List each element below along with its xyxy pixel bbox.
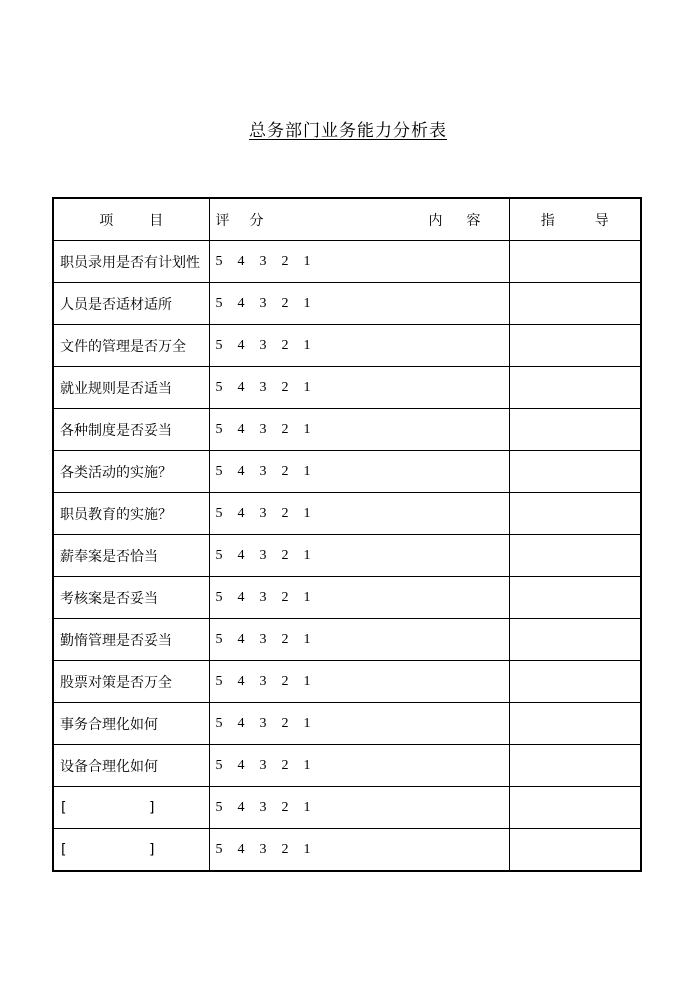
score-value: 5 — [215, 799, 223, 815]
score-value: 4 — [237, 631, 245, 647]
blank-item-label — [53, 787, 209, 829]
score-value: 3 — [259, 463, 267, 479]
score-value: 1 — [303, 337, 311, 353]
score-scale — [209, 745, 509, 787]
score-value: 5 — [215, 589, 223, 605]
score-value: 2 — [281, 799, 289, 815]
guide-cell — [509, 619, 641, 661]
guide-cell — [509, 283, 641, 325]
score-value: 2 — [281, 505, 289, 521]
score-value: 5 — [215, 421, 223, 437]
table-row — [53, 283, 641, 325]
item-label: 股票对策是否万全 — [53, 661, 209, 703]
score-value: 2 — [281, 841, 289, 857]
score-scale — [209, 577, 509, 619]
table-row — [53, 451, 641, 493]
score-scale — [209, 241, 509, 283]
score-value: 5 — [215, 505, 223, 521]
score-value: 5 — [215, 841, 223, 857]
header-score-char-1: 评 — [215, 212, 230, 229]
score-value: 3 — [259, 799, 267, 815]
table-row — [53, 241, 641, 283]
header-content-char-1: 内 — [428, 212, 443, 229]
score-scale — [209, 535, 509, 577]
item-label: 职员教育的实施？ — [53, 493, 209, 535]
item-label: 就业规则是否适当 — [53, 367, 209, 409]
score-value: 2 — [281, 673, 289, 689]
score-value: 4 — [237, 589, 245, 605]
score-value: 2 — [281, 379, 289, 395]
table-row — [53, 577, 641, 619]
document-title — [0, 116, 696, 141]
score-value: 3 — [259, 295, 267, 311]
item-label: 职员录用是否有计划性 — [53, 241, 209, 283]
header-guide-char-2: 导 — [594, 212, 609, 229]
item-label: 各类活动的实施？ — [53, 451, 209, 493]
score-value: 5 — [215, 757, 223, 773]
score-value: 3 — [259, 505, 267, 521]
score-value: 1 — [303, 379, 311, 395]
score-value: 1 — [303, 673, 311, 689]
guide-cell — [509, 493, 641, 535]
score-value: 2 — [281, 337, 289, 353]
score-scale — [209, 661, 509, 703]
guide-cell — [509, 703, 641, 745]
score-value: 5 — [215, 547, 223, 563]
score-value: 4 — [237, 547, 245, 563]
score-scale — [209, 703, 509, 745]
score-value: 3 — [259, 589, 267, 605]
table-row — [53, 409, 641, 451]
score-value: 4 — [237, 841, 245, 857]
score-scale — [209, 829, 509, 872]
score-value: 4 — [237, 295, 245, 311]
guide-cell — [509, 241, 641, 283]
header-score-content — [209, 198, 509, 241]
score-value: 2 — [281, 757, 289, 773]
score-value: 5 — [215, 295, 223, 311]
guide-cell — [509, 325, 641, 367]
open-bracket: [ — [61, 799, 67, 816]
score-value: 5 — [215, 379, 223, 395]
score-value: 4 — [237, 337, 245, 353]
score-value: 3 — [259, 379, 267, 395]
guide-cell — [509, 409, 641, 451]
score-value: 3 — [259, 673, 267, 689]
score-value: 1 — [303, 295, 311, 311]
score-value: 5 — [215, 715, 223, 731]
table-row — [53, 325, 641, 367]
score-value: 4 — [237, 379, 245, 395]
score-value: 1 — [303, 421, 311, 437]
score-value: 3 — [259, 547, 267, 563]
score-value: 2 — [281, 463, 289, 479]
score-value: 4 — [237, 757, 245, 773]
score-value: 4 — [237, 715, 245, 731]
score-value: 4 — [237, 505, 245, 521]
score-scale — [209, 493, 509, 535]
header-content — [429, 210, 481, 230]
score-value: 1 — [303, 547, 311, 563]
score-value: 1 — [303, 799, 311, 815]
score-value: 2 — [281, 715, 289, 731]
guide-cell — [509, 577, 641, 619]
score-value: 2 — [281, 631, 289, 647]
score-value: 1 — [303, 631, 311, 647]
score-value: 3 — [259, 631, 267, 647]
score-value: 2 — [281, 589, 289, 605]
header-score — [216, 210, 264, 230]
score-scale — [209, 325, 509, 367]
document-title-text: 总务部门业务能力分析表 — [249, 121, 447, 141]
table-row — [53, 661, 641, 703]
score-value: 3 — [259, 253, 267, 269]
item-label: 各种制度是否妥当 — [53, 409, 209, 451]
header-guide-char-1: 指 — [540, 212, 555, 229]
close-bracket: ] — [149, 841, 155, 858]
guide-cell — [509, 367, 641, 409]
score-scale — [209, 787, 509, 829]
score-value: 1 — [303, 841, 311, 857]
score-value: 4 — [237, 799, 245, 815]
guide-cell — [509, 745, 641, 787]
score-value: 3 — [259, 421, 267, 437]
score-value: 1 — [303, 757, 311, 773]
score-value: 1 — [303, 715, 311, 731]
table-row — [53, 367, 641, 409]
table-row-blank — [53, 829, 641, 872]
score-value: 4 — [237, 253, 245, 269]
open-bracket: [ — [61, 841, 67, 858]
score-value: 2 — [281, 253, 289, 269]
table-row — [53, 619, 641, 661]
header-item-char-2: 目 — [149, 212, 164, 229]
score-scale — [209, 451, 509, 493]
close-bracket: ] — [149, 799, 155, 816]
guide-cell — [509, 661, 641, 703]
guide-cell — [509, 535, 641, 577]
guide-cell — [509, 829, 641, 872]
guide-cell — [509, 451, 641, 493]
score-scale — [209, 283, 509, 325]
item-label: 设备合理化如何 — [53, 745, 209, 787]
score-scale — [209, 409, 509, 451]
item-label: 事务合理化如何 — [53, 703, 209, 745]
table-row-blank — [53, 787, 641, 829]
header-row — [53, 198, 641, 241]
score-value: 4 — [237, 421, 245, 437]
header-item-char-1: 项 — [99, 212, 114, 229]
score-value: 5 — [215, 253, 223, 269]
item-label: 人员是否适材适所 — [53, 283, 209, 325]
score-value: 5 — [215, 337, 223, 353]
score-value: 5 — [215, 463, 223, 479]
item-label: 薪奉案是否恰当 — [53, 535, 209, 577]
score-value: 3 — [259, 337, 267, 353]
score-scale — [209, 619, 509, 661]
score-value: 2 — [281, 421, 289, 437]
score-scale — [209, 367, 509, 409]
item-label: 勤惰管理是否妥当 — [53, 619, 209, 661]
score-value: 5 — [215, 673, 223, 689]
score-value: 4 — [237, 463, 245, 479]
header-guide — [509, 198, 641, 241]
blank-item-label — [53, 829, 209, 872]
score-value: 2 — [281, 295, 289, 311]
table-row — [53, 493, 641, 535]
header-score-char-2: 分 — [249, 212, 264, 229]
score-value: 3 — [259, 841, 267, 857]
score-value: 5 — [215, 631, 223, 647]
item-label: 考核案是否妥当 — [53, 577, 209, 619]
evaluation-table — [52, 197, 642, 872]
score-value: 1 — [303, 589, 311, 605]
guide-cell — [509, 787, 641, 829]
score-value: 1 — [303, 253, 311, 269]
score-value: 3 — [259, 757, 267, 773]
score-value: 2 — [281, 547, 289, 563]
item-label: 文件的管理是否万全 — [53, 325, 209, 367]
header-item — [53, 198, 209, 241]
table-row — [53, 535, 641, 577]
score-value: 4 — [237, 673, 245, 689]
score-value: 3 — [259, 715, 267, 731]
score-value: 1 — [303, 505, 311, 521]
header-content-char-2: 容 — [466, 212, 481, 229]
table-row — [53, 745, 641, 787]
table-row — [53, 703, 641, 745]
score-value: 1 — [303, 463, 311, 479]
